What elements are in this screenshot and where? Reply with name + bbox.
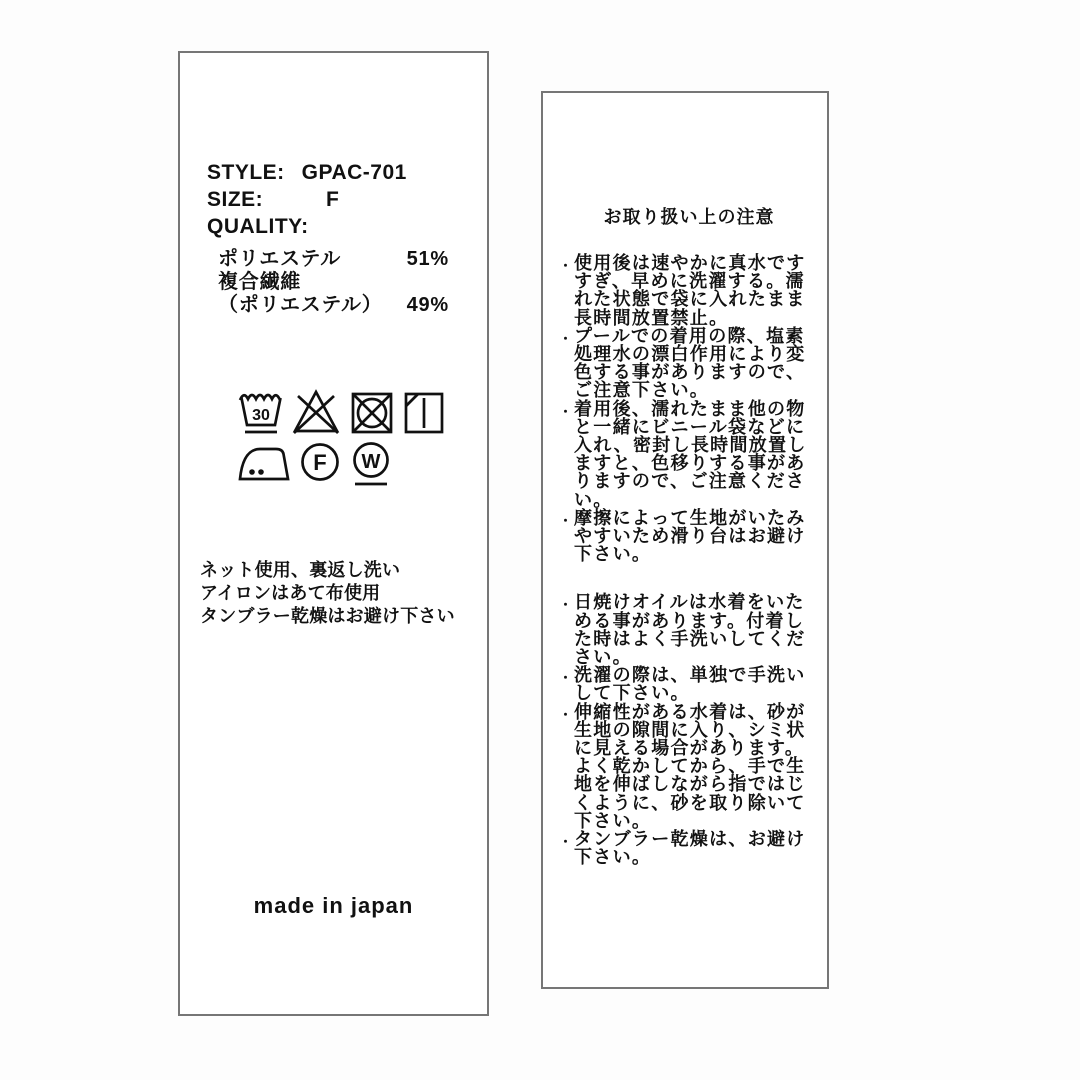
care-symbols-row-1 (237, 387, 446, 439)
bullet-marker: ・ (559, 512, 573, 528)
instruction-item (559, 703, 819, 830)
instruction-item (559, 509, 819, 564)
svg-text:W: W (361, 451, 381, 473)
material-row (218, 248, 449, 271)
line-dry-in-shade-icon (402, 387, 446, 439)
no-bleach-icon (289, 387, 343, 439)
instruction-text: 使用後は速やかに真水ですすぎ、早めに洗濯する。濡れた状態で袋に入れたまま長時間放置禁止。 (574, 253, 806, 328)
instruction-item (559, 254, 819, 327)
quality-row (207, 213, 449, 240)
iron-medium-icon (237, 439, 291, 487)
style-value: GPAC-701 (301, 161, 407, 184)
material-row (218, 271, 449, 294)
instruction-text: 着用後、濡れたまま他の物と一緒にビニール袋などに入れ、密封し長時間放置しますと、色移りする事がありますので、ご注意ください。 (574, 398, 807, 510)
care-note-line: アイロンはあて布使用 (200, 583, 381, 603)
style-row (207, 159, 449, 186)
material-percent: 51% (406, 248, 449, 270)
instruction-text: 伸縮性がある水着は、砂が生地の隙間に入り、シミ状に見える場合があります。よく乾かしてから、手で生地を伸ばしながら指ではじくように、砂を取り除いて下さい。 (574, 701, 806, 831)
care-notes (200, 559, 455, 628)
dry-clean-petroleum-f-icon (298, 439, 342, 487)
instruction-text: 摩擦によって生地がいたみやすいため滑り台はお避け下さい。 (574, 507, 806, 565)
spec-block (207, 159, 449, 317)
svg-text:F: F (313, 450, 327, 475)
quality-label: QUALITY: (207, 215, 309, 238)
instruction-item (559, 327, 819, 400)
material-name: （ポリエステル） (218, 294, 383, 316)
bullet-marker: ・ (559, 706, 573, 722)
material-name: 複合繊維 (218, 271, 302, 293)
wet-clean-gentle-w-icon (349, 439, 393, 491)
instruction-item (559, 593, 819, 666)
bullet-marker: ・ (559, 403, 573, 419)
composition-label (178, 51, 489, 1016)
instruction-item (559, 666, 819, 702)
bullet-marker: ・ (559, 834, 573, 850)
svg-text:30: 30 (252, 407, 270, 424)
country-of-origin: made in japan (253, 893, 414, 918)
handling-instructions-label (541, 91, 829, 989)
instruction-group-2 (559, 593, 819, 866)
handling-title: お取り扱い上の注意 (603, 207, 775, 227)
size-value: F (326, 188, 340, 211)
material-name: ポリエステル (218, 248, 341, 270)
care-symbols-row-2 (237, 439, 446, 491)
handling-content (543, 93, 827, 867)
instruction-group-1 (559, 254, 819, 563)
bullet-marker: ・ (559, 597, 573, 613)
materials-list (207, 248, 449, 317)
size-row (207, 186, 449, 213)
bullet-marker: ・ (559, 258, 573, 273)
care-note-line: タンブラー乾燥はお避け下さい (200, 606, 455, 626)
instruction-text: プールでの着用の際、塩素処理水の漂白作用により変色する事がありますので、ご注意下さい。 (574, 325, 806, 401)
instruction-text: 日焼けオイルは水着をいためる事があります。付着した時はよく手洗いしてください。 (574, 592, 806, 668)
material-row (218, 294, 449, 317)
wash-30-gentle-icon (237, 387, 285, 439)
instruction-item (559, 830, 819, 866)
size-label: SIZE: (207, 188, 264, 211)
care-note-line: ネット使用、裏返し洗い (200, 560, 401, 580)
style-label: STYLE: (207, 161, 285, 184)
care-symbols (237, 387, 446, 491)
no-tumble-dry-icon (347, 387, 397, 439)
material-percent: 49% (406, 294, 449, 316)
instruction-text: 洗濯の際は、単独で手洗いして下さい。 (574, 665, 806, 704)
instruction-item (559, 400, 819, 509)
bullet-marker: ・ (559, 330, 573, 346)
instruction-text: タンブラー乾燥は、お避け下さい。 (574, 829, 806, 868)
bullet-marker: ・ (559, 670, 573, 686)
